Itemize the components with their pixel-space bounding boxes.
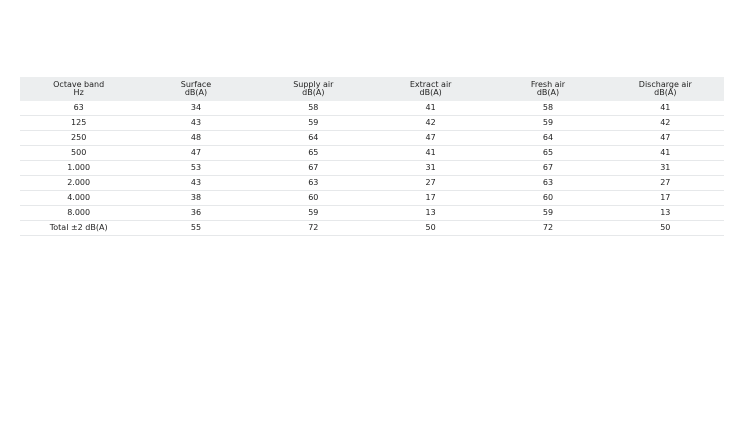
- table-body: [20, 101, 724, 236]
- header-unit: dB(A): [654, 88, 677, 97]
- cell-extract-air: 31: [372, 161, 489, 176]
- cell-surface: 43: [137, 116, 254, 131]
- cell-discharge-air: 50: [607, 221, 724, 236]
- cell-supply-air: 65: [255, 146, 372, 161]
- cell-supply-air: 63: [255, 176, 372, 191]
- table-row: [20, 116, 724, 131]
- cell-octave-band: 63: [20, 101, 137, 116]
- cell-fresh-air: 72: [489, 221, 606, 236]
- cell-surface: 48: [137, 131, 254, 146]
- cell-surface: 55: [137, 221, 254, 236]
- cell-supply-air: 67: [255, 161, 372, 176]
- table-row-total: [20, 221, 724, 236]
- cell-supply-air: 64: [255, 131, 372, 146]
- header-supply-air: [255, 77, 372, 101]
- cell-extract-air: 47: [372, 131, 489, 146]
- cell-surface: 36: [137, 206, 254, 221]
- cell-extract-air: 42: [372, 116, 489, 131]
- cell-extract-air: 13: [372, 206, 489, 221]
- cell-octave-band: 250: [20, 131, 137, 146]
- header-unit: dB(A): [184, 88, 208, 97]
- header-label: Octave band: [53, 80, 105, 89]
- sound-data-table: [20, 77, 724, 236]
- table-row: [20, 146, 724, 161]
- cell-octave-band: 2.000: [20, 176, 137, 191]
- header-extract-air: [372, 77, 489, 101]
- cell-fresh-air: 67: [489, 161, 606, 176]
- sound-data-table-container: [20, 77, 724, 236]
- cell-supply-air: 59: [255, 206, 372, 221]
- cell-octave-band: Total ±2 dB(A): [20, 221, 137, 236]
- cell-discharge-air: 31: [607, 161, 724, 176]
- cell-supply-air: 60: [255, 191, 372, 206]
- cell-discharge-air: 27: [607, 176, 724, 191]
- header-label: Extract air: [409, 80, 452, 89]
- header-octave-band: [20, 77, 137, 101]
- table-row: [20, 161, 724, 176]
- table-row: [20, 206, 724, 221]
- cell-discharge-air: 41: [607, 146, 724, 161]
- cell-extract-air: 41: [372, 101, 489, 116]
- header-label: Discharge air: [638, 80, 692, 89]
- cell-fresh-air: 59: [489, 206, 606, 221]
- cell-supply-air: 58: [255, 101, 372, 116]
- table-row: [20, 191, 724, 206]
- header-label: Surface: [180, 80, 212, 89]
- header-unit: Hz: [73, 88, 84, 97]
- cell-discharge-air: 41: [607, 101, 724, 116]
- cell-discharge-air: 47: [607, 131, 724, 146]
- cell-octave-band: 500: [20, 146, 137, 161]
- cell-surface: 43: [137, 176, 254, 191]
- cell-extract-air: 17: [372, 191, 489, 206]
- cell-surface: 47: [137, 146, 254, 161]
- cell-octave-band: 1.000: [20, 161, 137, 176]
- header-unit: dB(A): [536, 88, 560, 97]
- header-label: Fresh air: [530, 80, 566, 89]
- cell-supply-air: 72: [255, 221, 372, 236]
- cell-surface: 53: [137, 161, 254, 176]
- cell-extract-air: 41: [372, 146, 489, 161]
- cell-supply-air: 59: [255, 116, 372, 131]
- cell-octave-band: 8.000: [20, 206, 137, 221]
- table-row: [20, 176, 724, 191]
- header-discharge-air: [607, 77, 724, 101]
- cell-octave-band: 125: [20, 116, 137, 131]
- cell-extract-air: 27: [372, 176, 489, 191]
- cell-discharge-air: 42: [607, 116, 724, 131]
- header-fresh-air: [489, 77, 606, 101]
- header-unit: dB(A): [302, 88, 325, 97]
- table-row: [20, 131, 724, 146]
- cell-discharge-air: 17: [607, 191, 724, 206]
- cell-fresh-air: 60: [489, 191, 606, 206]
- cell-discharge-air: 13: [607, 206, 724, 221]
- cell-surface: 34: [137, 101, 254, 116]
- cell-fresh-air: 58: [489, 101, 606, 116]
- table-header: [20, 77, 724, 101]
- table-row: [20, 101, 724, 116]
- header-surface: [137, 77, 254, 101]
- cell-fresh-air: 64: [489, 131, 606, 146]
- cell-surface: 38: [137, 191, 254, 206]
- cell-fresh-air: 59: [489, 116, 606, 131]
- header-label: Supply air: [293, 80, 334, 89]
- header-row: [20, 77, 724, 101]
- cell-fresh-air: 63: [489, 176, 606, 191]
- header-unit: dB(A): [419, 88, 442, 97]
- cell-extract-air: 50: [372, 221, 489, 236]
- cell-fresh-air: 65: [489, 146, 606, 161]
- cell-octave-band: 4.000: [20, 191, 137, 206]
